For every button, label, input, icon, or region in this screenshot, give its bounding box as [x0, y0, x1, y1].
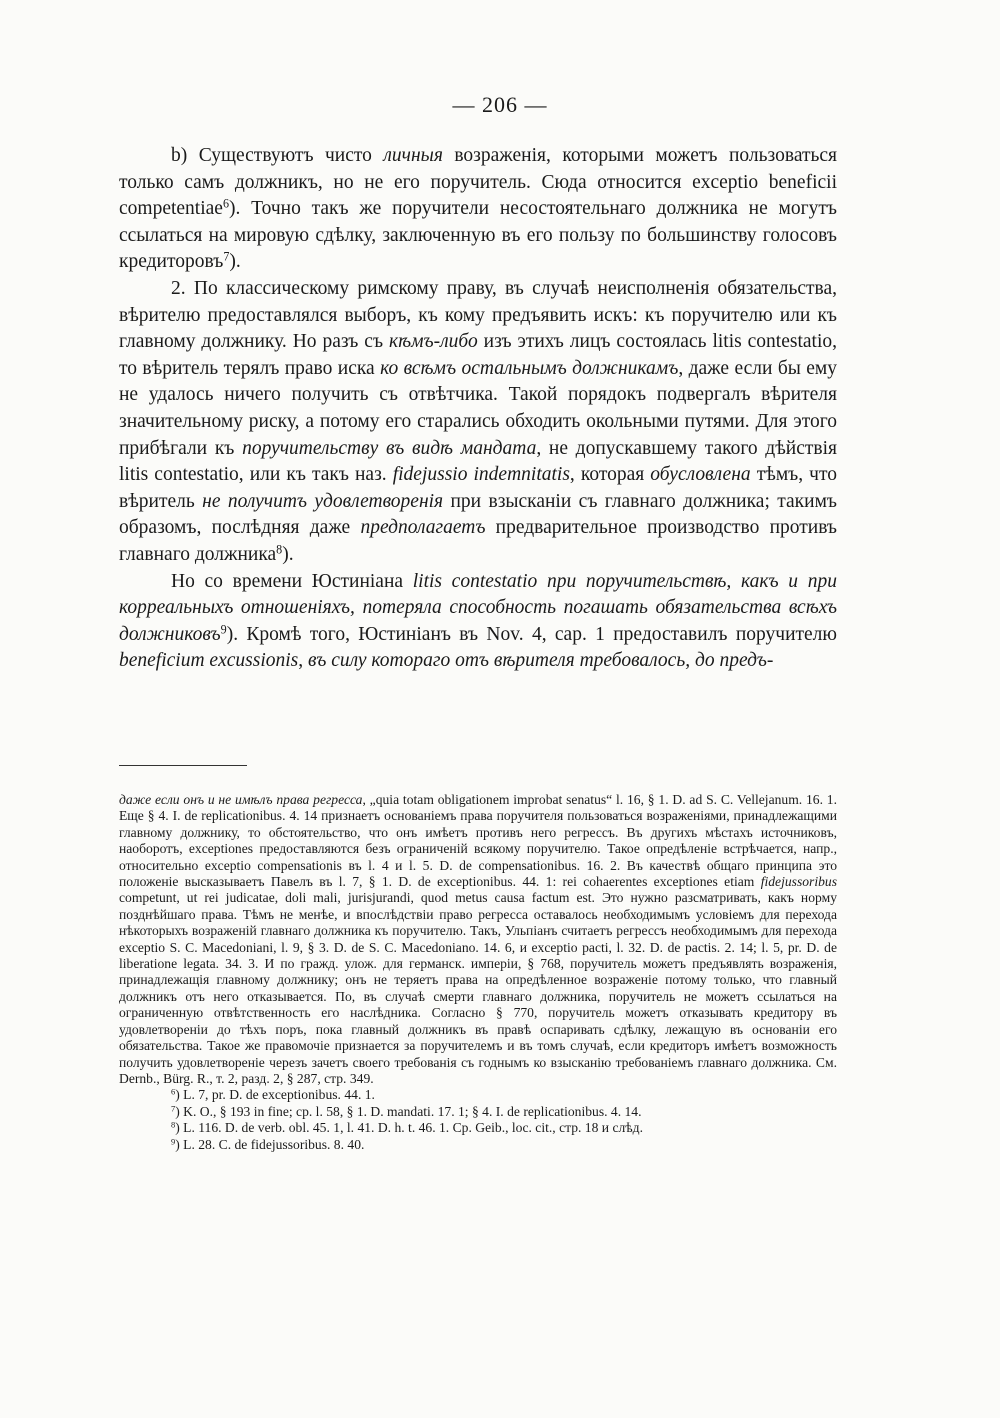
- footnote-6: $^6$) L. 7, pr. D. de exceptionibus. 44. 1.: [171, 1086, 375, 1103]
- footnote-continuation: даже если онъ и не имѣлъ права регресса, „quia totam obligationem improbat senatus“ l. 16, § 1. D. ad S. C. Vellejanum. 16. 1. Еще § 4. I. de replicationibus. 4. 14 признаетъ основаніемъ права поручителя пользоваться возраженіями, принадлежащими главному должнику, то обстоятельство, что онъ имѣетъ противъ него регрессъ. Въ другихъ мѣстахъ источниковъ, наоборотъ, exceptiones предоставляются безъ ограниченій всякому поручителю. Такое опредѣленіе встрѣчается, напр., относительно exceptio compensationis въ l. 4 и l. 5. D. de compensationibus. 16. 2. Въ качествѣ общаго принципа это положеніе высказываетъ Павелъ въ l. 7, § 1. D. de exceptionibus. 44. 1: rei cohaerentes exceptiones etiam fidejussoribus competunt, ut rei judicatae, doli mali, jurisjurandi, quod metus causa factum est. Это нужно разсматривать, какъ норму позднѣйшаго права. Тѣмъ не менѣе, и впослѣдствіи право регресса оставалось необходимымъ условіемъ для перехода нѣкоторыхъ возраженій главнаго должника къ поручителю. Такъ, Ульпіанъ считаетъ регрессъ необходимымъ для перехода exceptio S. C. Macedoniani, l. 9, § 3. D. de S. C. Macedoniano. 14. 6, и exceptio pacti, l. 32. D. de pactis. 2. 14; l. 5, pr. D. de liberatione legata. 34. 3. И по гражд. улож. для германск. имперіи, § 768, поручитель можетъ предъявлять возраженія, принадлежащія главному должнику; онъ не теряетъ права на опредѣленное возраженіе потому только, что главный должникъ отъ него отказывается. По, въ случаѣ смерти главнаго должника, поручитель не можетъ ссылаться на ограниченную отвѣтственность его наслѣдника. Согласно § 770, поручитель можетъ отказывать кредитору въ удовлетвореніи до тѣхъ поръ, пока главный должникъ въ правѣ оспаривать сдѣлку, лежащую въ основаніи его обязательства. Такое же правомочіе признается за поручителемъ и въ томъ случаѣ, если кредиторъ имѣетъ возможность получить удовлетвореніе черезъ зачетъ своего требованія съ годнымъ ко взысканію требованіемъ главнаго должника. См. Dernb., Bürg. R., т. 2, разд. 2, § 287, стр. 349.: [119, 792, 837, 1086]
- footnote-9: $^9$) L. 28. C. de fidejussoribus. 8. 40.: [171, 1135, 365, 1152]
- footnote-ref-6[interactable]: 6: [222, 196, 229, 211]
- paragraph-b: b) Существуютъ чисто личныя возраженія, которыми можетъ пользоваться только самъ должникъ, но не его поручитель. Сюда относится exceptio beneficii competentiae$^6$). Точно такъ же поручители несостоятельнаго должника не могутъ ссылаться на мировую сдѣлку, заключенную въ его пользу по большинству голосовъ кредиторовъ$^7$).: [119, 145, 838, 273]
- paragraph-2: 2. По классическому римскому праву, въ случаѣ неисполненія обязательства, вѣрителю предоставлялся выборъ, къ кому предъявить искъ: къ поручителю или къ главному должнику. Но разъ съ кѣмъ-либо изъ этихъ лицъ состоялась litis contestatio, то вѣритель терялъ право иска ко всѣмъ остальнымъ должникамъ, даже если бы ему не удалось ничего получить съ отвѣтчика. Такой порядокъ подвергалъ вѣрителя значительному риску, а потому его старались обходить окольными путями. Для этого прибѣгали къ поручительству въ видѣ мандата, не допускавшему такого дѣйствія litis contestatio, или къ такъ наз. fidejussio indemnitatis, которая обусловлена тѣмъ, что вѣритель не получитъ удовлетворенія при взысканіи съ главнаго должника; такимъ образомъ, послѣдняя даже предполагаетъ предварительное производство противъ главнаго должника$^8$).: [119, 277, 838, 565]
- footnote-divider: [119, 765, 247, 766]
- footnote-7: $^7$) K. O., § 193 in fine; cp. l. 58, § 1. D. mandati. 17. 1; § 4. I. de replicationibus. 4. 14.: [171, 1103, 642, 1119]
- footnote-8: $^8$) L. 116. D. de verb. obl. 45. 1, l. 41. D. h. t. 46. 1. Cp. Geib., loc. cit., стр. 18 и слѣд.: [171, 1119, 643, 1136]
- page-number: — 206 —: [452, 92, 548, 117]
- paragraph-3: Но со времени Юстиніана litis contestatio при поручительствѣ, какъ и при корреальныхъ отношеніяхъ, потеряла способность погашать обязательства всѣхъ должниковъ$^9$). Кромѣ того, Юстиніанъ въ Nov. 4, cap. 1 предоставилъ поручителю beneficium excussionis, въ силу котораго отъ вѣрителя требовалось, до предъ-: [119, 570, 837, 672]
- main-text: [119, 143, 837, 675]
- footnotes: [119, 792, 837, 1153]
- footnote-ref-7[interactable]: 7: [223, 249, 230, 264]
- footnote-ref-8[interactable]: 8: [276, 542, 283, 557]
- footnote-ref-9[interactable]: 9: [220, 622, 227, 637]
